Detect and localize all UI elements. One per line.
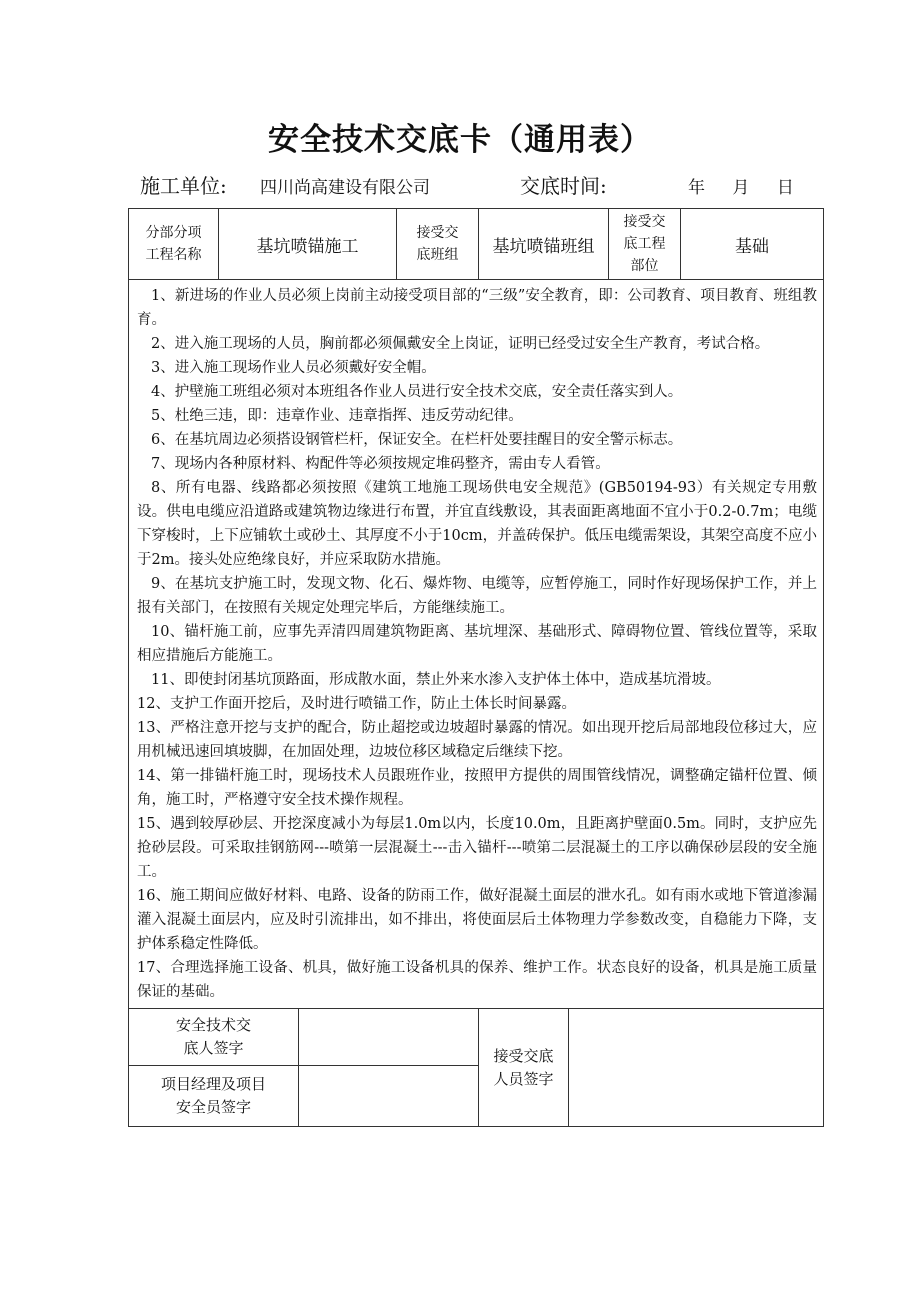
date-fields <box>688 173 794 198</box>
page-title: 安全技术交底卡（通用表） <box>268 122 652 158</box>
safety-item: 2、进入施工现场的人员，胸前都必须佩戴安全上岗证，证明已经受过安全生产教育，考试合格。 <box>151 336 770 352</box>
safety-item: 15、遇到较厚砂层、开挖深度减小为每层1.0m以内，长度10.0m，且距离护壁面0.5m。同时，支护应先抢砂层段。可采取挂钢筋网---喷第一层混凝土---击入锚杆---喷第二层混凝土的工序以确保砂层段的安全施工。 <box>137 816 817 880</box>
safety-item: 1、新进场的作业人员必须上岗前主动接受项目部的“三级”安全教育，即：公司教育、项目教育、班组教育。 <box>137 288 817 328</box>
safety-item: 8、所有电器、线路都必须按照《建筑工地施工现场供电安全规范》(GB50194-93）有关规定专用敷设。供电电缆应沿道路或建筑物边缘进行布置，并宜直线敷设，其表面距离地面不宜小于0.2-0.7m；电缆下穿梭时，上下应铺软土或砂土、其厚度不小于10cm，并盖砖保护。低压电缆需架设，其架空高度不应小于2m。接头处应绝缘良好，并应采取防水措施。 <box>137 480 817 568</box>
content-row <box>129 280 824 1009</box>
project-name-label-line1: 分部分项 <box>145 225 202 241</box>
safety-item: 16、施工期间应做好材料、电路、设备的防雨工作，做好混凝土面层的泄水孔。如有雨水或地下管道渗漏灌入混凝土面层内，应及时引流排出，如不排出，将使面层后土体物理力学参数改变，自稳能力下降，支护体系稳定性降低。 <box>137 888 817 952</box>
tech-signer-label-line2: 底人签字 <box>183 1039 244 1057</box>
safety-item: 7、现场内各种原材料、构配件等必须按规定堆码整齐，需由专人看管。 <box>151 456 610 472</box>
date-day: 日 <box>776 178 794 198</box>
safety-item: 11、即使封闭基坑顶路面，形成散水面，禁止外来水渗入支护体土体中，造成基坑滑坡。 <box>151 672 721 688</box>
safety-item: 17、合理选择施工设备、机具，做好施工设备机具的保养、维护工作。状态良好的设备，机具是施工质量保证的基础。 <box>137 960 817 1000</box>
unit-label: 施工单位: <box>140 174 227 198</box>
signature-row-1 <box>129 1009 824 1066</box>
tech-signer-label-line1: 安全技术交 <box>175 1016 251 1034</box>
time-label: 交底时间: <box>520 174 607 198</box>
pm-signer-label <box>129 1066 299 1127</box>
team-label-line1: 接受交 <box>416 225 459 241</box>
project-name-label-line2: 工程名称 <box>145 247 202 263</box>
pm-signature-field[interactable] <box>299 1066 479 1127</box>
safety-item: 3、进入施工现场作业人员必须戴好安全帽。 <box>151 360 436 376</box>
pm-signer-label-line2: 安全员签字 <box>175 1098 251 1116</box>
tech-signature-field[interactable] <box>299 1009 479 1066</box>
date-year: 年 <box>688 178 705 198</box>
team-label <box>397 209 479 280</box>
part-value: 基础 <box>681 209 824 280</box>
receiver-signer-label-line2: 人员签字 <box>493 1069 554 1088</box>
team-value: 基坑喷锚班组 <box>479 209 609 280</box>
safety-item: 9、在基坑支护施工时，发现文物、化石、爆炸物、电缆等，应暂停施工，同时作好现场保护工作，并上报有关部门，在按照有关规定处理完毕后，方能继续施工。 <box>137 576 817 616</box>
part-label-line3: 部位 <box>630 258 659 274</box>
project-info-row <box>129 209 824 280</box>
disclosure-table <box>128 208 824 1127</box>
tech-signer-label <box>129 1009 299 1066</box>
safety-item: 13、严格注意开挖与支护的配合，防止超挖或边坡超时暴露的情况。如出现开挖后局部地段位移过大，应用机械迅速回填坡脚，在加固处理，边坡位移区域稳定后继续下挖。 <box>137 720 817 760</box>
safety-item: 12、支护工作面开挖后，及时进行喷锚工作，防止土体长时间暴露。 <box>137 696 576 712</box>
safety-item: 5、杜绝三违，即：违章作业、违章指挥、违反劳动纪律。 <box>151 408 523 424</box>
safety-item: 14、第一排锚杆施工时，现场技术人员跟班作业，按照甲方提供的周围管线情况，调整确定锚杆位置、倾角，施工时，严格遵守安全技术操作规程。 <box>137 768 817 808</box>
part-label-line2: 底工程 <box>623 236 666 252</box>
safety-item: 10、锚杆施工前，应事先弄清四周建筑物距离、基坑埋深、基础形式、障碍物位置、管线位置等，采取相应措施后方能施工。 <box>137 624 817 664</box>
part-label <box>609 209 681 280</box>
part-label-line1: 接受交 <box>623 214 666 230</box>
unit-value: 四川尚高建设有限公司 <box>260 178 430 198</box>
safety-items <box>129 280 824 1009</box>
project-name-value: 基坑喷锚施工 <box>219 209 397 280</box>
team-label-line2: 底班组 <box>416 247 459 263</box>
receiver-signer-label <box>479 1009 569 1127</box>
date-month: 月 <box>732 178 750 198</box>
header-meta <box>140 170 820 202</box>
safety-item: 6、在基坑周边必须搭设钢管栏杆，保证安全。在栏杆处要挂醒目的安全警示标志。 <box>151 432 683 448</box>
safety-item: 4、护壁施工班组必须对本班组各作业人员进行安全技术交底，安全责任落实到人。 <box>151 384 683 400</box>
receiver-signer-label-line1: 接受交底 <box>493 1046 554 1065</box>
project-name-label <box>129 209 219 280</box>
pm-signer-label-line1: 项目经理及项目 <box>160 1075 266 1093</box>
receiver-signature-field[interactable] <box>569 1009 824 1127</box>
